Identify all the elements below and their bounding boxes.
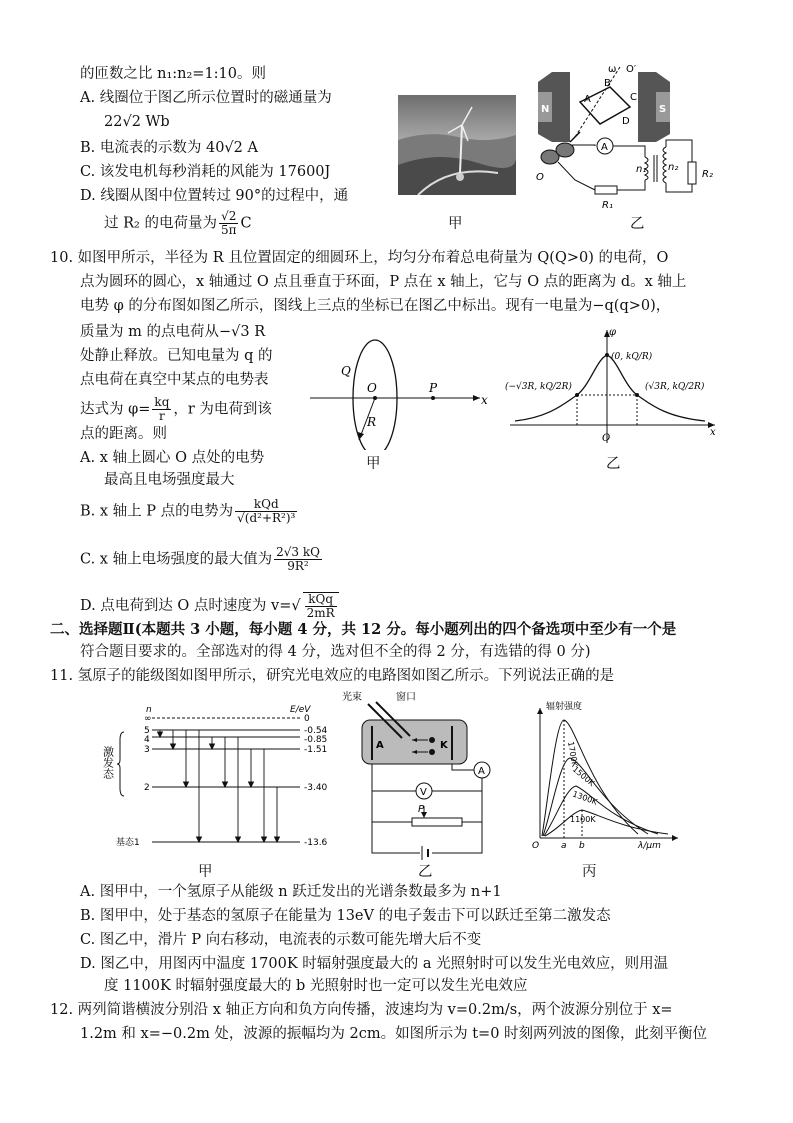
- r1-label: R₁: [602, 200, 613, 211]
- ammeter-label: A: [601, 142, 608, 153]
- ring-x-label: x: [481, 393, 488, 407]
- q9-fig-yi-caption: 乙: [630, 216, 645, 232]
- q9-wind-turbine-photo: [398, 95, 516, 195]
- q9-option-c: C. 该发电机每秒消耗的风能为 17600J: [80, 164, 331, 180]
- q10-fig-yi-caption: 乙: [606, 456, 621, 472]
- level-1-n: 基态1: [116, 838, 140, 848]
- q9-option-a: A. 线圈位于图乙所示位置时的磁通量为: [80, 90, 332, 106]
- transition-arrowhead: [184, 782, 189, 787]
- q10-line2: 点为圆环的圆心，x 轴通过 O 点且垂直于环面，P 点在 x 轴上，它与 O 点的距离为 d。x 轴上: [80, 274, 687, 290]
- q9-option-d-cont: 过 R₂ 的电荷量为 $\frac{√2}{5\pi}$ C: [104, 209, 252, 237]
- transition-arrowhead: [249, 782, 254, 787]
- anode-label: A: [376, 740, 384, 751]
- cathode-label: K: [440, 740, 448, 751]
- spectrum-origin: O: [532, 841, 540, 850]
- q9-option-d: D. 线圈从图中位置转过 90°的过程中，通: [80, 188, 349, 204]
- q11-option-b: B. 图甲中，处于基态的氢原子在能量为 13eV 的电子轰击下可以跃迁至第二激发态: [80, 908, 611, 924]
- spectrum-a: a: [561, 841, 567, 850]
- q10-option-c: C. x 轴上电场强度的最大值为 $\frac{2√3 kQ}{\text{9R²}}$: [80, 545, 320, 573]
- spectrum-1300k: 1300K: [571, 789, 599, 807]
- ammeter-label: A: [478, 766, 485, 777]
- section2-header: 二、选择题Ⅱ(本题共 3 小题，每小题 4 分，共 12 分。每小题列出的四个备选项中至少有一个是: [50, 621, 677, 638]
- level-n-header: n: [146, 705, 152, 715]
- q10-line5: 处静止释放。已知电量为 q 的: [80, 348, 273, 364]
- level-1-e: -13.6: [304, 838, 328, 848]
- q10-option-a: A. x 轴上圆心 O 点处的电势: [80, 450, 265, 466]
- q10-potential-graph: [505, 325, 720, 450]
- level-4-e: -0.85: [304, 735, 328, 745]
- q10-line4: 质量为 m 的点电荷从−√3 R: [80, 324, 266, 340]
- ring-o-label: O: [367, 381, 377, 395]
- q10-line8: 点的距离。则: [80, 426, 167, 442]
- transition-arrowhead: [158, 732, 163, 737]
- q11-option-d: D. 图乙中，用图丙中温度 1700K 时辐射强度最大的 a 光照射时可以发生光电效应，则用温: [80, 956, 669, 972]
- coil-b-label: B: [604, 78, 611, 89]
- axis-o2-label: O′: [626, 64, 637, 75]
- ring-q-label: Q: [341, 364, 351, 378]
- q10-line6: 点电荷在真空中某点的电势表: [80, 372, 269, 388]
- q11-fig-bing-caption: 丙: [582, 864, 597, 880]
- spectrum-b: b: [579, 841, 585, 850]
- n1-label: n₁: [636, 164, 647, 175]
- graph-peak-label: (0, kQ/R): [611, 352, 653, 362]
- transition-arrowhead: [236, 837, 241, 842]
- q10-fig-jia-caption: 甲: [366, 456, 381, 472]
- q10-line1: 10. 如图甲所示，半径为 R 且位置固定的细圆环上，均匀分布着总电荷量为 Q(Q>0) 的电荷，O: [50, 250, 669, 266]
- n2-label: n₂: [668, 162, 679, 173]
- section2-header-cont: 符合题目要求的。全部选对的得 4 分，选对但不全的得 2 分，有选错的得 0 分): [80, 644, 591, 660]
- q12-line2: 1.2m 和 x=−0.2m 处，波源的振幅均为 2cm。如图所示为 t=0 时刻两列波的图像，此刻平衡位: [80, 1026, 708, 1042]
- spectrum-xlabel: λ/μm: [638, 841, 661, 850]
- level-inf-n: ∞: [144, 714, 152, 724]
- level-4-n: 4: [144, 735, 150, 745]
- q9-option-a-value: 22√2 Wb: [104, 114, 170, 130]
- ring-p-label: P: [429, 381, 438, 395]
- axis-o-label: O: [536, 172, 544, 183]
- graph-x-label: x: [710, 427, 716, 438]
- q11-photoelectric-circuit: [340, 688, 500, 860]
- q10-ring-figure: [305, 330, 495, 450]
- q11-blackbody-spectrum: [528, 700, 688, 850]
- level-5-e: -0.54: [304, 726, 328, 736]
- q11-fig-jia-caption: 甲: [198, 864, 213, 880]
- ring-r-label: R: [367, 415, 377, 429]
- spectrum-1700k: 1700K: [566, 740, 580, 768]
- voltmeter-label: V: [420, 787, 427, 798]
- q10-option-b: B. x 轴上 P 点的电势为 $\frac{\text{kQd}}{\text{√(d²+R²)³}}$: [80, 497, 296, 525]
- q10-option-a-cont: 最高且电场强度最大: [104, 472, 235, 488]
- q12-line1: 12. 两列简谐横波分别沿 x 轴正方向和负方向传播，波速均为 v=0.2m/s，两个波源分别位于 x=: [50, 1002, 673, 1018]
- excited-state-label: 激发态: [101, 746, 115, 779]
- coil-a-label: A: [584, 94, 591, 105]
- q11-option-a: A. 图甲中，一个氢原子从能级 n 跃迁发出的光谱条数最多为 n+1: [80, 884, 502, 900]
- transition-arrowhead: [275, 837, 280, 842]
- spectrum-1100k: 1100K: [570, 815, 596, 824]
- magnet-s-label: S: [659, 104, 667, 115]
- q9-intro: 的匝数之比 n₁:n₂=1:10。则: [80, 66, 267, 82]
- q11-stem: 11. 氢原子的能级图如图甲所示，研究光电效应的电路图如图乙所示。下列说法正确的是: [50, 668, 615, 684]
- q11-energy-level-diagram: [100, 702, 340, 862]
- window-label: 窗口: [396, 692, 416, 703]
- graph-phi-label: φ: [609, 327, 617, 338]
- q9-fig-jia-caption: 甲: [448, 216, 463, 232]
- q9-option-b: B. 电流表的示数为 40√2 A: [80, 140, 258, 156]
- beam-label: 光束: [342, 692, 362, 703]
- level-3-e: -1.51: [304, 745, 328, 755]
- level-2-e: -3.40: [304, 783, 328, 793]
- q9-generator-diagram: [530, 62, 730, 217]
- q10-option-d: D. 点电荷到达 O 点时速度为 v=√ $\frac{\text{kQq}}{2mR}$: [80, 592, 341, 620]
- q11-option-d-cont: 度 1100K 时辐射强度最大的 b 光照射时也一定可以发生光电效应: [104, 978, 528, 994]
- q10-line3: 电势 φ 的分布图如图乙所示，图线上三点的坐标已在图乙中标出。现有一电量为−q(q>0)，: [80, 298, 671, 314]
- graph-right-label: (√3R, kQ/2R): [645, 382, 705, 392]
- transition-arrowhead: [171, 744, 176, 749]
- spectrum-1500k: 1500K: [570, 764, 597, 788]
- level-e-header: E/eV: [290, 705, 311, 715]
- magnet-n-label: N: [541, 104, 550, 115]
- spectrum-ylabel: 辐射强度: [546, 702, 583, 712]
- q10-line7: 达式为 φ= $\frac{kq}{r}$ ，r 为电荷到该: [80, 395, 272, 423]
- coil-c-label: C: [630, 92, 637, 103]
- graph-o-label: O: [602, 433, 611, 444]
- omega-label: ω: [608, 64, 617, 75]
- coil-d-label: D: [622, 116, 630, 127]
- level-inf-e: 0: [304, 714, 310, 724]
- level-3-n: 3: [144, 745, 150, 755]
- r2-label: R₂: [702, 169, 713, 180]
- q11-option-c: C. 图乙中，滑片 P 向右移动，电流表的示数可能先增大后不变: [80, 932, 482, 948]
- transition-arrowhead: [262, 837, 267, 842]
- level-2-n: 2: [144, 783, 150, 793]
- q11-fig-yi-caption: 乙: [418, 864, 433, 880]
- graph-left-label: (−√3R, kQ/2R): [505, 382, 572, 392]
- transition-arrowhead: [223, 782, 228, 787]
- level-5-n: 5: [144, 726, 150, 736]
- slider-p-label: P: [418, 804, 425, 815]
- transition-arrowhead: [197, 837, 202, 842]
- transition-arrowhead: [210, 744, 215, 749]
